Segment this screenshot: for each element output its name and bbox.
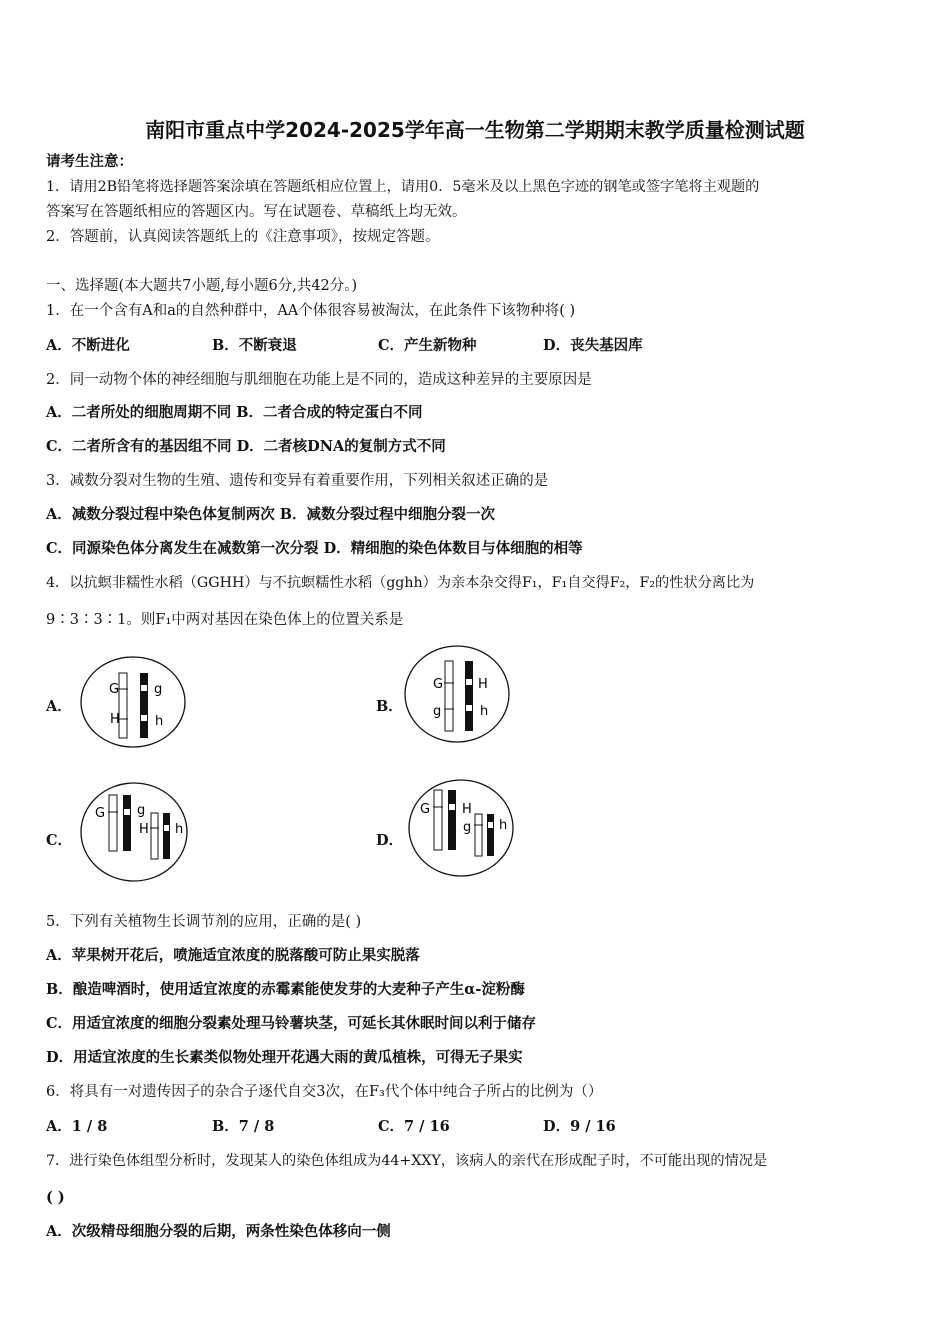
q7-stem: 7．进行染色体组型分析时，发现某人的染色体组成为44+XXY，该病人的亲代在形成配子时，不可能出现的情况是 [46,1153,768,1169]
q4-label-d: D． [376,832,404,849]
gene-H: H [462,802,472,817]
gene-H: H [478,677,488,692]
q7-paren: ( ) [46,1189,65,1206]
q5-option-d: D．用适宜浓度的生长素类似物处理开花遇大雨的黄瓜植株，可得无子果实 [46,1049,523,1066]
q4-diagram-a [80,655,190,750]
gene-h: h [499,818,508,833]
q4-label-b: B． [376,698,403,715]
q6-stem: 6．将具有一对遗传因子的杂合子逐代自交3次，在F₃代个体中纯合子所占的比例为（） [46,1084,603,1100]
q4-diagram-c [79,781,191,886]
gene-G: G [433,677,444,692]
q5-stem: 5．下列有关植物生长调节剂的应用，正确的是( ) [46,914,362,930]
q3-options-ab: A．减数分裂过程中染色体复制两次 B．减数分裂过程中细胞分裂一次 [46,506,496,523]
q4-label-c: C． [46,832,73,849]
notice-heading: 请考生注意： [46,153,133,170]
q4-stem-1: 4．以抗螟非糯性水稻（GGHH）与不抗螟糯性水稻（gghh）为亲本杂交得F₁，F₁自交得F₂，F₂的性状分离比为 [46,575,755,591]
gene-g: g [154,682,163,697]
q6-option-a: A．1 / 8 [46,1118,108,1135]
notice-line-3: 2．答题前，认真阅读答题纸上的《注意事项》，按规定答题。 [46,229,440,245]
q1-option-c: C．产生新物种 [378,337,477,354]
notice-line-1: 1．请用2B铅笔将选择题答案涂填在答题纸相应位置上，请用0．5毫米及以上黑色字迹的钢笔或签字笔将主观题的 [46,179,760,195]
gene-G: G [420,802,431,817]
q3-options-cd: C．同源染色体分离发生在减数第一次分裂 D．精细胞的染色体数目与体细胞的相等 [46,540,583,557]
q3-stem: 3．减数分裂对生物的生殖、遗传和变异有着重要作用，下列相关叙述正确的是 [46,473,549,489]
gene-h: h [155,714,164,729]
notice-line-2: 答案写在答题纸相应的答题区内。写在试题卷、草稿纸上均无效。 [46,204,467,220]
q5-option-b: B．酿造啤酒时，使用适宜浓度的赤霉素能使发芽的大麦种子产生α-淀粉酶 [46,981,525,998]
gene-g: g [463,820,472,835]
gene-g: g [137,803,146,818]
gene-h: h [175,822,184,837]
q6-option-c: C．7 / 16 [378,1118,450,1135]
q6-option-d: D．9 / 16 [543,1118,616,1135]
q6-option-b: B．7 / 8 [212,1118,275,1135]
q5-option-c: C．用适宜浓度的细胞分裂素处理马铃薯块茎，可延长其休眠时间以利于储存 [46,1015,537,1032]
gene-G: G [109,682,120,697]
gene-h: h [480,704,489,719]
page-title: 南阳市重点中学2024-2025学年高一生物第二学期期末教学质量检测试题 [145,118,805,142]
section-heading: 一、选择题(本大题共7小题,每小题6分,共42分。) [46,278,358,294]
q4-diagram-d [407,776,517,881]
gene-G: G [95,806,106,821]
q2-options-cd: C．二者所含有的基因组不同 D．二者核DNA的复制方式不同 [46,438,446,455]
q1-stem: 1．在一个含有A和a的自然种群中，AA个体很容易被淘汰，在此条件下该物种将( ) [46,303,576,319]
q2-options-ab: A．二者所处的细胞周期不同 B．二者合成的特定蛋白不同 [46,404,423,421]
q5-option-a: A．苹果树开花后，喷施适宜浓度的脱落酸可防止果实脱落 [46,947,420,964]
gene-g: g [433,704,442,719]
q4-diagram-b [403,643,513,748]
q4-label-a: A． [46,698,72,715]
q2-stem: 2．同一动物个体的神经细胞与肌细胞在功能上是不同的，造成这种差异的主要原因是 [46,372,592,388]
q1-option-b: B．不断衰退 [212,337,297,354]
q1-option-a: A．不断进化 [46,337,130,354]
q1-option-d: D．丧失基因库 [543,337,643,354]
gene-H: H [110,712,120,727]
q4-stem-2: 9∶3∶3∶1。则F₁中两对基因在染色体上的位置关系是 [46,612,404,628]
q7-option-a: A．次级精母细胞分裂的后期，两条性染色体移向一侧 [46,1223,391,1240]
gene-H: H [139,822,149,837]
